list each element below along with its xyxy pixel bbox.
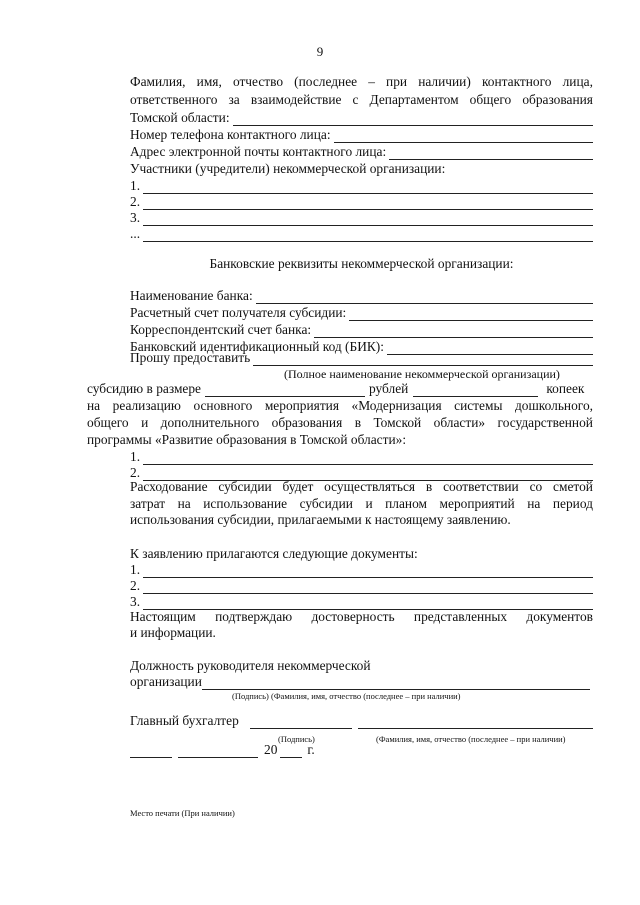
attachment-item-number: 2. <box>130 578 141 593</box>
word: имя, <box>196 74 222 89</box>
attachment-item-number: 1. <box>130 562 141 577</box>
accountant-fio-caption: (Фамилия, имя, отчество (последнее – при наличии) <box>376 734 566 744</box>
account-field[interactable] <box>349 308 593 321</box>
founder-item <box>130 226 593 242</box>
attachment-item <box>130 578 593 594</box>
contact-line-3: Томской области: <box>130 110 230 125</box>
word: дополнительного <box>160 415 260 430</box>
word: Настоящим <box>130 609 196 624</box>
corr-account-field[interactable] <box>314 325 593 338</box>
word: мероприятия <box>264 398 339 413</box>
word: основного <box>193 398 253 413</box>
date-month-field[interactable] <box>178 745 258 758</box>
accountant-signature-caption: (Подпись) <box>278 734 315 744</box>
head-position-label: Должность руководителя некоммерческой <box>130 658 371 673</box>
request-item <box>130 449 593 465</box>
founder-item-number: 2. <box>130 194 141 209</box>
email-field[interactable] <box>389 147 593 160</box>
founders-label: Участники (учредители) некоммерческой организации: <box>130 161 446 176</box>
accountant-fio-field[interactable] <box>358 716 593 729</box>
date-day-field[interactable] <box>130 745 172 758</box>
phone-row <box>130 127 593 143</box>
word: лица, <box>562 74 593 89</box>
corr-account-label: Корреспондентский счет банка: <box>130 322 312 337</box>
subsidy-kopecks-field[interactable] <box>413 384 538 397</box>
request-item-field[interactable] <box>143 452 593 465</box>
word: на <box>527 496 541 511</box>
word: с <box>352 92 359 107</box>
word: период <box>552 496 593 511</box>
word: документов <box>526 609 593 624</box>
org-name-caption: (Полное наименование некоммерческой организации) <box>284 367 560 381</box>
bik-label: Банковский идентификационный код (БИК): <box>130 339 384 354</box>
phone-field[interactable] <box>334 130 593 143</box>
date-row <box>130 742 390 758</box>
request-item-number: 2. <box>130 465 141 480</box>
word: ответственного <box>130 92 218 107</box>
kopecks-label: копеек <box>546 381 585 396</box>
word: области» <box>433 415 486 430</box>
attachment-item-number: 3. <box>130 594 141 609</box>
request-line-c: программы «Развитие образования в Томской области»: <box>87 432 407 447</box>
word: затрат <box>130 496 166 511</box>
word: при <box>386 74 408 89</box>
word: представленных <box>413 609 508 624</box>
word: (последнее <box>294 74 358 89</box>
word: «Модернизация <box>351 398 442 413</box>
confirm-line-1 <box>130 609 593 625</box>
word: реализацию <box>112 398 181 413</box>
org-name-field[interactable] <box>253 353 593 366</box>
word: образования <box>271 415 343 430</box>
founder-item <box>130 178 593 194</box>
word: в <box>354 415 362 430</box>
spending-line-1 <box>130 479 593 495</box>
founder-item-number: 1. <box>130 178 141 193</box>
word: на <box>177 496 191 511</box>
founder-item <box>130 210 593 226</box>
word: и <box>365 496 373 511</box>
word: общего <box>87 415 129 430</box>
word: Расходование <box>130 479 208 494</box>
account-label: Расчетный счет получателя субсидии: <box>130 305 347 320</box>
spending-line-3: использования субсидии, прилагаемыми к настоящему заявлению. <box>130 512 511 527</box>
bank-name-field[interactable] <box>256 291 593 304</box>
page-number: 9 <box>316 44 324 59</box>
request-line-a <box>87 398 593 414</box>
bank-name-row <box>130 288 593 304</box>
rubles-label: рублей <box>369 381 409 396</box>
attachment-field[interactable] <box>143 581 593 594</box>
subsidy-rubles-field[interactable] <box>205 384 365 397</box>
word: за <box>228 92 240 107</box>
word: Томской <box>373 415 422 430</box>
year-suffix: г. <box>307 742 315 757</box>
phone-label: Номер телефона контактного лица: <box>130 127 331 142</box>
spending-line-2 <box>130 496 593 512</box>
accountant-signature-field[interactable] <box>250 716 352 729</box>
word: наличии) <box>418 74 471 89</box>
word: и <box>141 415 149 430</box>
word: субсидии <box>299 496 353 511</box>
word: образования <box>522 92 593 107</box>
request-item-number: 1. <box>130 449 141 464</box>
subsidy-amount-row <box>87 381 593 397</box>
word: соответствии <box>443 479 519 494</box>
subsidy-label: субсидию в размере <box>87 381 202 396</box>
word: осуществляться <box>324 479 416 494</box>
email-label: Адрес электронной почты контактного лица: <box>130 144 387 159</box>
word: отчество <box>232 74 284 89</box>
word: Департаментом <box>369 92 459 107</box>
word: на <box>87 398 101 413</box>
founder-field[interactable] <box>143 229 593 242</box>
contact-fio-field[interactable] <box>233 113 593 126</box>
bank-heading: Банковские реквизиты некоммерческой организации: <box>209 256 514 271</box>
founder-item <box>130 194 593 210</box>
word: со <box>529 479 543 494</box>
confirm-line-2: и информации. <box>130 625 216 640</box>
word: – <box>368 74 375 89</box>
account-row <box>130 305 593 321</box>
request-line-b <box>87 415 593 431</box>
contact-line-2 <box>130 92 593 108</box>
corr-account-row <box>130 322 593 338</box>
founder-field[interactable] <box>143 181 593 194</box>
year-prefix: 20 <box>264 742 278 757</box>
attachment-field[interactable] <box>143 565 593 578</box>
word: контактного <box>481 74 552 89</box>
word: взаимодействие <box>250 92 342 107</box>
word: субсидии <box>218 479 272 494</box>
word: планом <box>385 496 428 511</box>
word: достоверность <box>311 609 395 624</box>
word: общего <box>469 92 512 107</box>
attachment-item <box>130 562 593 578</box>
bank-name-label: Наименование банка: <box>130 288 253 303</box>
request-row <box>130 350 593 366</box>
word: государственной <box>497 415 593 430</box>
date-year-field[interactable] <box>280 745 302 758</box>
word: системы <box>454 398 503 413</box>
founder-field[interactable] <box>143 213 593 226</box>
word: в <box>425 479 433 494</box>
contact-line-1 <box>130 74 593 90</box>
word: дошкольного, <box>514 398 593 413</box>
word: сметой <box>553 479 593 494</box>
word: использование <box>203 496 288 511</box>
accountant-label: Главный бухгалтер <box>130 713 239 728</box>
attachments-heading: К заявлению прилагаются следующие документы: <box>130 546 418 561</box>
head-signature-caption: (Подпись) (Фамилия, имя, отчество (последнее – при наличии) <box>232 691 461 701</box>
word: будет <box>282 479 314 494</box>
founder-item-number: 3. <box>130 210 141 225</box>
word: Фамилия, <box>130 74 186 89</box>
head-organization-label: организации <box>130 674 202 689</box>
founder-item-number: ... <box>130 226 141 241</box>
stamp-place: Место печати (При наличии) <box>130 808 235 818</box>
founder-field[interactable] <box>143 197 593 210</box>
attachment-item <box>130 594 593 610</box>
word: подтверждаю <box>215 609 293 624</box>
request-label: Прошу предоставить <box>130 350 251 365</box>
word: мероприятий <box>439 496 515 511</box>
contact-fio-row <box>130 110 593 126</box>
email-row <box>130 144 593 160</box>
